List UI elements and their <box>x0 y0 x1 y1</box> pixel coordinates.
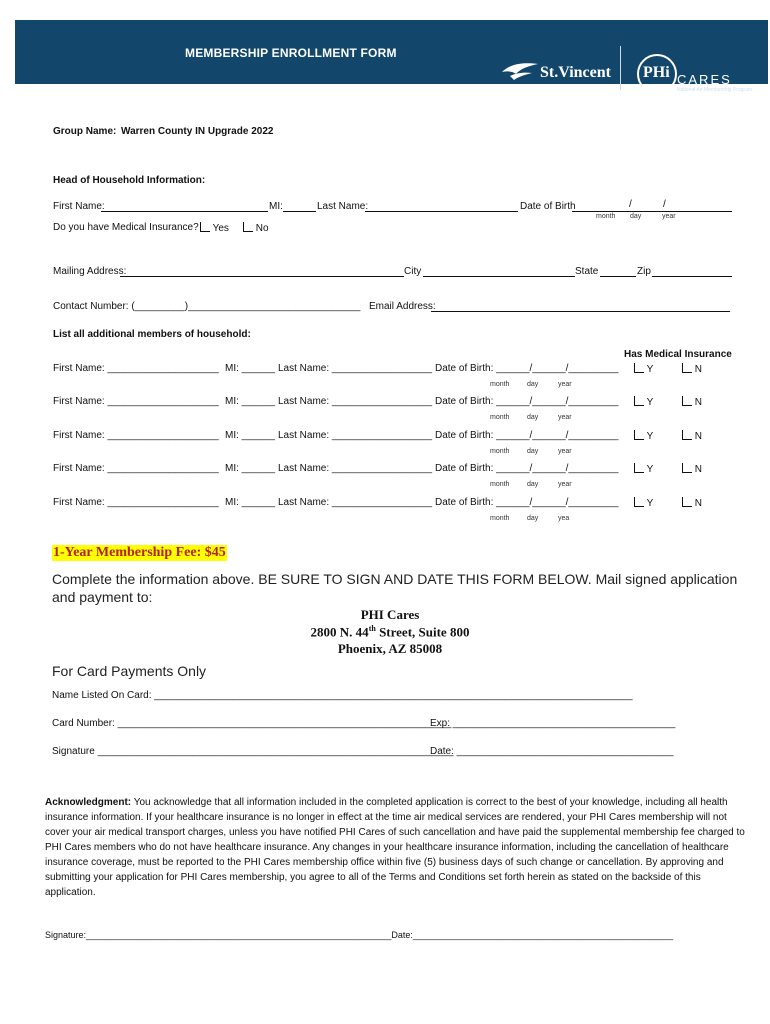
yes-label: Y <box>646 364 654 375</box>
no-checkbox[interactable] <box>682 463 692 473</box>
member-first-name-field[interactable]: First Name: ____________________ <box>53 430 219 441</box>
dob-slash-2: / <box>663 199 666 210</box>
member-insurance-yes[interactable] <box>634 430 653 442</box>
no-label: No <box>255 223 269 234</box>
dob-slash-1: / <box>629 199 632 210</box>
member-dob-year-hint: year <box>558 414 572 421</box>
card-payments-title: For Card Payments Only <box>52 663 207 679</box>
member-insurance-yes[interactable] <box>634 463 653 475</box>
member-dob-year-hint: year <box>558 481 572 488</box>
card-date-field[interactable]: Date: _______________________________________ <box>430 746 674 757</box>
email-label: Email Address: <box>369 301 436 312</box>
no-checkbox[interactable] <box>682 396 692 406</box>
no-label: N <box>694 397 703 408</box>
member-insurance-no[interactable] <box>682 363 702 375</box>
member-insurance-yes[interactable] <box>634 396 653 408</box>
member-dob-year-hint: year <box>558 448 572 455</box>
dob-year-hint: year <box>662 213 676 220</box>
member-last-name-field[interactable]: Last Name: __________________ <box>278 430 433 441</box>
phi-logo-text: PHi <box>643 64 670 81</box>
member-dob-field[interactable]: Date of Birth: ______/______/_________ <box>435 430 619 441</box>
member-mi-field[interactable]: MI: ______ <box>225 463 276 474</box>
no-label: N <box>694 498 703 509</box>
yes-checkbox[interactable] <box>634 463 644 473</box>
form-title: MEMBERSHIP ENROLLMENT FORM <box>185 46 397 60</box>
last-name-field[interactable] <box>365 211 518 212</box>
additional-members-title: List all additional members of household: <box>53 329 251 340</box>
street-number: 2800 N. 44 <box>310 624 369 640</box>
acknowledgment-paragraph <box>45 795 745 900</box>
member-dob-field[interactable]: Date of Birth: ______/______/_________ <box>435 497 619 508</box>
dob-day-hint: day <box>630 213 642 220</box>
yes-checkbox[interactable] <box>634 497 644 507</box>
logo-tagline: National Air Membership Program <box>677 87 753 93</box>
contact-number-field[interactable]: Contact Number: (_________)_______________________________ <box>53 301 361 312</box>
membership-fee: 1-Year Membership Fee: $45 <box>53 545 226 560</box>
member-mi-field[interactable]: MI: ______ <box>225 363 276 374</box>
street-suite: Street, Suite 800 <box>375 624 470 640</box>
insurance-yes-option[interactable] <box>200 222 229 234</box>
st-vincent-logo: St.Vincent <box>540 64 611 81</box>
no-checkbox[interactable] <box>682 430 692 440</box>
member-first-name-field[interactable]: First Name: ____________________ <box>53 497 219 508</box>
dob-field[interactable] <box>572 211 732 212</box>
zip-label: Zip <box>637 266 651 277</box>
member-dob-year-hint: year <box>558 381 572 388</box>
no-checkbox[interactable] <box>243 222 253 232</box>
member-mi-field[interactable]: MI: ______ <box>225 396 276 407</box>
group-name-label: Group Name: <box>53 126 117 137</box>
member-dob-field[interactable]: Date of Birth: ______/______/_________ <box>435 396 619 407</box>
member-dob-month-hint: month <box>490 515 510 522</box>
member-last-name-field[interactable]: Last Name: __________________ <box>278 463 433 474</box>
yes-label: Y <box>646 464 654 475</box>
mi-field[interactable] <box>283 211 316 212</box>
no-checkbox[interactable] <box>682 363 692 373</box>
medical-insurance-question: Do you have Medical Insurance? <box>53 222 199 233</box>
dob-month-hint: month <box>596 213 616 220</box>
cares-logo-text: CARES <box>677 72 732 87</box>
member-dob-field[interactable]: Date of Birth: ______/______/_________ <box>435 363 619 374</box>
member-dob-month-hint: month <box>490 448 510 455</box>
city-label: City <box>404 266 422 277</box>
yes-label: Y <box>646 498 654 509</box>
yes-checkbox[interactable] <box>634 396 644 406</box>
no-label: N <box>694 431 703 442</box>
has-insurance-header: Has Medical Insurance <box>624 349 732 360</box>
yes-checkbox[interactable] <box>634 363 644 373</box>
dob-label: Date of Birth <box>520 201 576 212</box>
yes-checkbox[interactable] <box>200 222 210 232</box>
member-dob-field[interactable]: Date of Birth: ______/______/_________ <box>435 463 619 474</box>
member-dob-year-hint: yea <box>558 515 570 522</box>
mail-instructions: Complete the information above. BE SURE TO SIGN AND DATE THIS FORM BELOW. Mail signed application and payment to: <box>52 571 738 605</box>
member-mi-field[interactable]: MI: ______ <box>225 430 276 441</box>
member-dob-day-hint: day <box>527 448 539 455</box>
st-vincent-bird-logo-icon <box>500 60 540 80</box>
member-dob-month-hint: month <box>490 481 510 488</box>
card-number-field[interactable]: Card Number: ____________________________________________________________ <box>52 718 452 729</box>
card-name-field[interactable]: Name Listed On Card: ______________________________________________________________________________________ <box>52 690 633 701</box>
member-insurance-no[interactable] <box>682 463 702 475</box>
member-dob-day-hint: day <box>527 381 539 388</box>
member-dob-month-hint: month <box>490 381 510 388</box>
card-exp-field[interactable]: Exp: ________________________________________ <box>430 718 676 729</box>
no-label: N <box>694 464 703 475</box>
email-field[interactable] <box>431 311 730 312</box>
mailing-address-label: Mailing Address: <box>53 266 127 277</box>
no-label: N <box>694 364 703 375</box>
no-checkbox[interactable] <box>682 497 692 507</box>
member-dob-day-hint: day <box>527 481 539 488</box>
final-signature-date-field[interactable]: Signature:_____________________________________________________________Date:____________________________________________________ <box>45 930 674 940</box>
address-street <box>240 624 540 640</box>
state-label: State <box>575 266 599 277</box>
mi-label: MI: <box>269 201 283 212</box>
member-dob-month-hint: month <box>490 414 510 421</box>
member-insurance-yes[interactable] <box>634 363 653 375</box>
acknowledgment-label: Acknowledgment: <box>45 797 132 808</box>
last-name-label: Last Name: <box>317 201 369 212</box>
yes-label: Y <box>646 397 654 408</box>
member-insurance-no[interactable] <box>682 430 702 442</box>
logo-divider <box>620 46 621 90</box>
member-first-name-field[interactable]: First Name: ____________________ <box>53 463 219 474</box>
member-mi-field[interactable]: MI: ______ <box>225 497 276 508</box>
yes-label: Y <box>646 431 654 442</box>
member-last-name-field[interactable]: Last Name: __________________ <box>278 396 433 407</box>
mailing-address-field[interactable] <box>120 276 404 277</box>
first-name-label: First Name: <box>53 201 105 212</box>
head-of-household-title: Head of Household Information: <box>53 175 206 186</box>
address-name: PHI Cares <box>360 607 420 622</box>
city-field[interactable] <box>423 276 575 277</box>
address-city: Phoenix, AZ 85008 <box>337 641 443 656</box>
state-field[interactable] <box>600 276 636 277</box>
card-signature-field[interactable]: Signature ________________________________________________________________ <box>52 746 454 757</box>
acknowledgment-text: You acknowledge that all information included in the completed application is correct to the best of your knowledge, including all health insurance information. If your healthcare insurance is no longer in effect at the time air medical services are rendered, your PHI Cares membership will not cover your air medical transport charges, unless you have notified PHI Cares of such cancellation and have paid the supplemental membership fee charged to PHI Cares members who do not have healthcare insurance. Any changes in your healthcare insurance information, including the cancellation of healthcare insurance coverage, must be reported to the PHI Cares membership office within five (5) business days of such change or cancellation. By approving and submitting your application for PHI Cares membership, you agree to all of the Terms and Conditions set forth herein as stated on the backside of this application. <box>45 797 745 898</box>
yes-checkbox[interactable] <box>634 430 644 440</box>
street-ordinal: th <box>368 624 376 633</box>
member-insurance-no[interactable] <box>682 396 702 408</box>
member-insurance-no[interactable] <box>682 497 702 509</box>
member-last-name-field[interactable]: Last Name: __________________ <box>278 497 433 508</box>
first-name-field[interactable] <box>101 211 268 212</box>
insurance-no-option[interactable] <box>243 222 269 234</box>
group-name-value: Warren County IN Upgrade 2022 <box>121 126 274 137</box>
member-insurance-yes[interactable] <box>634 497 653 509</box>
yes-label: Yes <box>212 223 229 234</box>
member-dob-day-hint: day <box>527 515 539 522</box>
member-last-name-field[interactable]: Last Name: __________________ <box>278 363 433 374</box>
member-first-name-field[interactable]: First Name: ____________________ <box>53 363 219 374</box>
member-first-name-field[interactable]: First Name: ____________________ <box>53 396 219 407</box>
member-dob-day-hint: day <box>527 414 539 421</box>
zip-field[interactable] <box>652 276 732 277</box>
header-banner <box>15 20 768 93</box>
